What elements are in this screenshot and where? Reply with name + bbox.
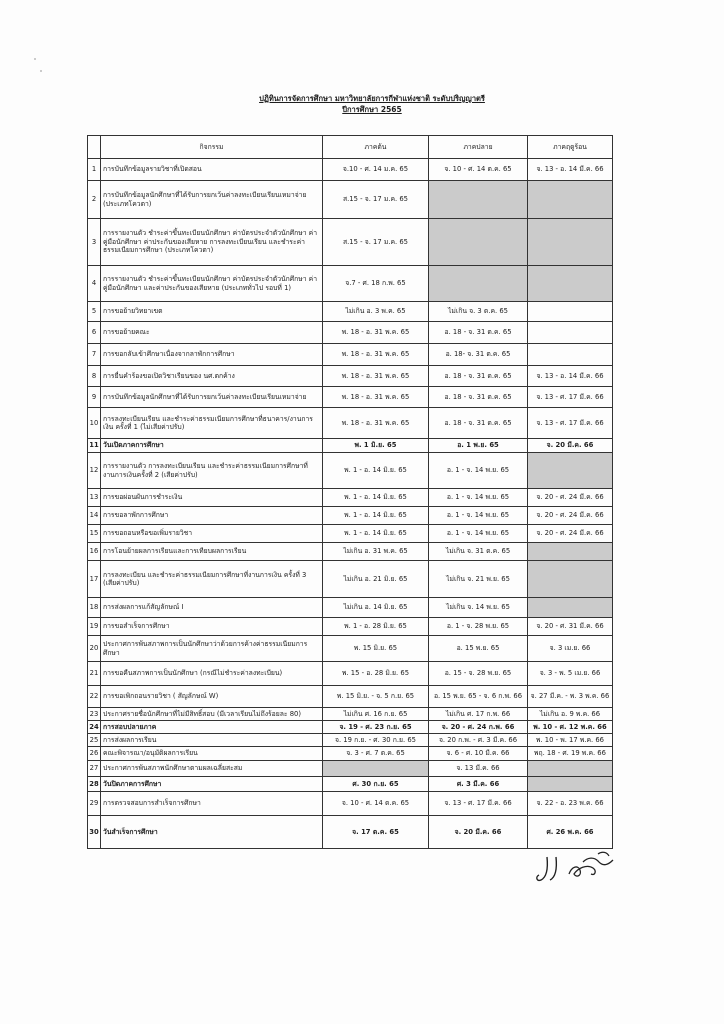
shaded-cell (528, 761, 613, 777)
shaded-cell (429, 266, 528, 302)
activity-cell: การขอผ่อนผันการชำระเงิน (101, 489, 323, 507)
term2-date-cell: จ. 13 มี.ค. 66 (429, 761, 528, 777)
table-row (88, 734, 613, 747)
scan-speck (34, 58, 36, 60)
term1-date-cell: จ. 19 - ศ. 23 ก.ย. 65 (323, 721, 429, 734)
document-title-block (200, 93, 544, 115)
row-number: 22 (88, 686, 101, 708)
term2-date-cell: ไม่เกิน จ. 14 พ.ย. 65 (429, 598, 528, 618)
term2-date-cell: อ. 15 พ.ย. 65 (429, 636, 528, 662)
term1-date-cell: พ. 15 มิ.ย. 65 (323, 636, 429, 662)
row-number: 20 (88, 636, 101, 662)
table-row (88, 708, 613, 721)
summer-date-cell: จ. 13 - ศ. 17 มี.ค. 66 (528, 408, 613, 439)
activity-cell: การขอลาพักการศึกษา (101, 507, 323, 525)
term1-date-cell: พ. 18 - อ. 31 พ.ค. 65 (323, 322, 429, 344)
summer-date-cell: จ. 20 - ศ. 31 มี.ค. 66 (528, 618, 613, 636)
activity-cell: การขอย้ายคณะ (101, 322, 323, 344)
term2-date-cell: ไม่เกิน จ. 21 พ.ย. 65 (429, 561, 528, 598)
activity-cell: วันเปิดภาคการศึกษา (101, 439, 323, 453)
term2-date-cell: อ. 18 - จ. 31 ต.ค. 65 (429, 322, 528, 344)
term2-date-cell: อ. 1 - จ. 14 พ.ย. 65 (429, 489, 528, 507)
term1-date-cell: ส.15 - จ. 17 ม.ค. 65 (323, 181, 429, 219)
shaded-cell (323, 761, 429, 777)
academic-calendar-table (87, 135, 613, 849)
shaded-cell (528, 561, 613, 598)
table-row (88, 507, 613, 525)
table-row (88, 181, 613, 219)
activity-cell: การบันทึกข้อมูลนักศึกษาที่ได้รับการยกเว้นค่าลงทะเบียนเรียนเหมาจ่าย (101, 387, 323, 408)
term2-date-cell: อ. 1 - จ. 28 พ.ย. 65 (429, 618, 528, 636)
term2-date-cell: ไม่เกิน จ. 31 ต.ค. 65 (429, 543, 528, 561)
term1-date-cell: พ. 15 - อ. 28 มิ.ย. 65 (323, 662, 429, 686)
term2-date-cell: อ. 1 - จ. 14 พ.ย. 65 (429, 507, 528, 525)
summer-date-cell: จ. 13 - อ. 14 มี.ค. 66 (528, 366, 613, 387)
term1-date-cell: ศ. 30 ก.ย. 65 (323, 777, 429, 792)
term2-date-cell: ศ. 3 มี.ค. 66 (429, 777, 528, 792)
activity-cell: การตรวจสอบการสำเร็จการศึกษา (101, 792, 323, 816)
term2-date-cell: อ. 1 พ.ย. 65 (429, 439, 528, 453)
term2-date-cell: อ. 15 พ.ย. 65 - จ. 6 ก.พ. 66 (429, 686, 528, 708)
summer-date-cell: จ. 20 มี.ค. 66 (528, 439, 613, 453)
table-row (88, 561, 613, 598)
term2-date-cell: ไม่เกิน ศ. 17 ก.พ. 66 (429, 708, 528, 721)
table-row (88, 408, 613, 439)
table-row (88, 322, 613, 344)
summer-date-cell (528, 344, 613, 366)
term1-date-cell: ไม่เกิน อ. 3 พ.ค. 65 (323, 302, 429, 322)
shaded-cell (528, 543, 613, 561)
row-number: 14 (88, 507, 101, 525)
row-number: 12 (88, 453, 101, 489)
row-number: 24 (88, 721, 101, 734)
term2-date-cell: อ. 1 - จ. 14 พ.ย. 65 (429, 525, 528, 543)
row-number: 5 (88, 302, 101, 322)
summer-date-cell: จ. 3 - พ. 5 เม.ย. 66 (528, 662, 613, 686)
term2-date-cell: อ. 1 - จ. 14 พ.ย. 65 (429, 453, 528, 489)
term2-date-cell: จ. 13 - ศ. 17 มี.ค. 66 (429, 792, 528, 816)
summer-date-cell: พฤ. 18 - ศ. 19 พ.ค. 66 (528, 747, 613, 761)
term1-date-cell: พ. 15 มิ.ย. - จ. 5 ก.ย. 65 (323, 686, 429, 708)
activity-cell: ประกาศการพ้นสภาพการเป็นนักศึกษาว่าด้วยการค้างค่าธรรมเนียมการศึกษา (101, 636, 323, 662)
term1-date-cell: ไม่เกิน อ. 21 มิ.ย. 65 (323, 561, 429, 598)
row-number: 25 (88, 734, 101, 747)
header-term1: ภาคต้น (323, 136, 429, 159)
term1-date-cell: จ. 17 ต.ค. 65 (323, 816, 429, 849)
row-number: 15 (88, 525, 101, 543)
row-number: 16 (88, 543, 101, 561)
term2-date-cell: ไม่เกิน จ. 3 ต.ค. 65 (429, 302, 528, 322)
activity-cell: การส่งผลการเรียน (101, 734, 323, 747)
activity-cell: ประกาศการพ้นสภาพนักศึกษาตามผลเฉลี่ยสะสม (101, 761, 323, 777)
table-row (88, 777, 613, 792)
activity-cell: การขอสำเร็จการศึกษา (101, 618, 323, 636)
shaded-cell (429, 181, 528, 219)
table-row (88, 792, 613, 816)
term2-date-cell: อ. 18- จ. 31 ต.ค. 65 (429, 344, 528, 366)
shaded-cell (528, 777, 613, 792)
row-number: 21 (88, 662, 101, 686)
table-row (88, 662, 613, 686)
activity-cell: การรายงานตัว ชำระค่าขึ้นทะเบียนนักศึกษา ค่าบัตรประจำตัวนักศึกษา ค่าคู่มือนักศึกษา ค่าประกันของเสียหาย การลงทะเบียนเรียน และชำระค่าธรรมเนียมการศึกษา (ประเภทโควตา) (101, 219, 323, 266)
summer-date-cell (528, 302, 613, 322)
table-row (88, 686, 613, 708)
table-row (88, 816, 613, 849)
shaded-cell (429, 219, 528, 266)
table-row (88, 344, 613, 366)
activity-cell: การขอคืนสภาพการเป็นนักศึกษา (กรณีไม่ชำระค่าลงทะเบียน) (101, 662, 323, 686)
activity-cell: การลงทะเบียนเรียน และชำระค่าธรรมเนียมการศึกษาที่ธนาคาร/งานการเงิน ครั้งที่ 1 (ไม่เสียค่าปรับ) (101, 408, 323, 439)
term1-date-cell: ไม่เกิน ศ. 16 ก.ย. 65 (323, 708, 429, 721)
document-title: ปฏิทินการจัดการศึกษา มหาวิทยาลัยการกีฬาแห่งชาติ ระดับปริญญาตรี (259, 94, 485, 103)
term1-date-cell: จ. 10 - ศ. 14 ต.ค. 65 (323, 792, 429, 816)
summer-date-cell: พ. 10 - พ. 17 พ.ค. 66 (528, 734, 613, 747)
term1-date-cell: พ. 18 - อ. 31 พ.ค. 65 (323, 387, 429, 408)
term1-date-cell: พ. 1 มิ.ย. 65 (323, 439, 429, 453)
row-number: 8 (88, 366, 101, 387)
table-row (88, 302, 613, 322)
activity-cell: คณะพิจารณา/อนุมัติผลการเรียน (101, 747, 323, 761)
term1-date-cell: พ. 1 - อ. 14 มิ.ย. 65 (323, 525, 429, 543)
term2-date-cell: อ. 18 - จ. 31 ต.ค. 65 (429, 366, 528, 387)
row-number: 6 (88, 322, 101, 344)
signature-drawing (535, 848, 625, 890)
handwritten-signature (535, 848, 625, 890)
table-header-row (88, 136, 613, 159)
term2-date-cell: อ. 15 - จ. 28 พ.ย. 65 (429, 662, 528, 686)
term2-date-cell: อ. 18 - จ. 31 ต.ค. 65 (429, 387, 528, 408)
summer-date-cell: พ. 10 - ศ. 12 พ.ค. 66 (528, 721, 613, 734)
header-term2: ภาคปลาย (429, 136, 528, 159)
summer-date-cell: จ. 3 เม.ย. 66 (528, 636, 613, 662)
row-number: 1 (88, 159, 101, 181)
summer-date-cell: จ. 13 - ศ. 17 มี.ค. 66 (528, 387, 613, 408)
term1-date-cell: พ. 18 - อ. 31 พ.ค. 65 (323, 366, 429, 387)
summer-date-cell: จ. 20 - ศ. 24 มี.ค. 66 (528, 525, 613, 543)
term1-date-cell: จ.7 - ศ. 18 ก.พ. 65 (323, 266, 429, 302)
table-row (88, 543, 613, 561)
term1-date-cell: จ. 3 - ศ. 7 ต.ค. 65 (323, 747, 429, 761)
table-row (88, 439, 613, 453)
row-number: 23 (88, 708, 101, 721)
activity-cell: วันสำเร็จการศึกษา (101, 816, 323, 849)
term2-date-cell: จ. 6 - ศ. 10 มี.ค. 66 (429, 747, 528, 761)
row-number: 28 (88, 777, 101, 792)
term1-date-cell: พ. 1 - อ. 28 มิ.ย. 65 (323, 618, 429, 636)
term2-date-cell: จ. 10 - ศ. 14 ต.ค. 65 (429, 159, 528, 181)
shaded-cell (528, 219, 613, 266)
activity-cell: วันปิดภาคการศึกษา (101, 777, 323, 792)
term2-date-cell: จ. 20 ก.พ. - ศ. 3 มี.ค. 66 (429, 734, 528, 747)
shaded-cell (528, 598, 613, 618)
activity-cell: การรายงานตัว ชำระค่าขึ้นทะเบียนนักศึกษา ค่าบัตรประจำตัวนักศึกษา ค่าคู่มือนักศึกษา และค่าประกันของเสียหาย (ประเภททั่วไป รอบที่ 1) (101, 266, 323, 302)
activity-cell: การขอเพิกถอนรายวิชา ( สัญลักษณ์ W) (101, 686, 323, 708)
table-row (88, 636, 613, 662)
table-row (88, 721, 613, 734)
table-row (88, 453, 613, 489)
term1-date-cell: จ. 19 ก.ย. - ศ. 30 ก.ย. 65 (323, 734, 429, 747)
activity-cell: การรายงานตัว การลงทะเบียนเรียน และชำระค่าธรรมเนียมการศึกษาที่งานการเงินครั้งที่ 2 (เสียค่าปรับ) (101, 453, 323, 489)
activity-cell: การขอกลับเข้าศึกษาเนื่องจากลาพักการศึกษา (101, 344, 323, 366)
table-row (88, 266, 613, 302)
term1-date-cell: ส.15 - จ. 17 ม.ค. 65 (323, 219, 429, 266)
term1-date-cell: ไม่เกิน อ. 14 มิ.ย. 65 (323, 598, 429, 618)
summer-date-cell: จ. 27 มี.ค. - พ. 3 พ.ค. 66 (528, 686, 613, 708)
header-summer: ภาคฤดูร้อน (528, 136, 613, 159)
row-number: 9 (88, 387, 101, 408)
row-number: 7 (88, 344, 101, 366)
term2-date-cell: จ. 20 - ศ. 24 ก.พ. 66 (429, 721, 528, 734)
row-number: 10 (88, 408, 101, 439)
term1-date-cell: พ. 18 - อ. 31 พ.ค. 65 (323, 408, 429, 439)
row-number: 29 (88, 792, 101, 816)
table-row (88, 598, 613, 618)
summer-date-cell: จ. 20 - ศ. 24 มี.ค. 66 (528, 489, 613, 507)
table-row (88, 219, 613, 266)
row-number: 30 (88, 816, 101, 849)
summer-date-cell: จ. 13 - อ. 14 มี.ค. 66 (528, 159, 613, 181)
term1-date-cell: จ.10 - ศ. 14 ม.ค. 65 (323, 159, 429, 181)
header-activity: กิจกรรม (101, 136, 323, 159)
summer-date-cell: จ. 22 - อ. 23 พ.ค. 66 (528, 792, 613, 816)
activity-cell: การลงทะเบียน และชำระค่าธรรมเนียมการศึกษาที่งานการเงิน ครั้งที่ 3 (เสียค่าปรับ) (101, 561, 323, 598)
row-number: 19 (88, 618, 101, 636)
term1-date-cell: พ. 18 - อ. 31 พ.ค. 65 (323, 344, 429, 366)
activity-cell: การส่งผลการแก้สัญลักษณ์ I (101, 598, 323, 618)
shaded-cell (528, 266, 613, 302)
activity-cell: การบันทึกข้อมูลนักศึกษาที่ได้รับการยกเว้นค่าลงทะเบียนเรียนเหมาจ่าย (ประเภทโควตา) (101, 181, 323, 219)
scan-speck (40, 70, 42, 72)
row-number: 27 (88, 761, 101, 777)
table-row (88, 489, 613, 507)
table-row (88, 761, 613, 777)
row-number: 26 (88, 747, 101, 761)
summer-date-cell: จ. 20 - ศ. 24 มี.ค. 66 (528, 507, 613, 525)
table-row (88, 366, 613, 387)
term1-date-cell: ไม่เกิน อ. 31 พ.ค. 65 (323, 543, 429, 561)
term2-date-cell: อ. 18 - จ. 31 ต.ค. 65 (429, 408, 528, 439)
summer-date-cell: ศ. 26 พ.ค. 66 (528, 816, 613, 849)
row-number: 13 (88, 489, 101, 507)
row-number: 4 (88, 266, 101, 302)
shaded-cell (528, 453, 613, 489)
activity-cell: ประกาศรายชื่อนักศึกษาที่ไม่มีสิทธิ์สอบ (มีเวลาเรียนไม่ถึงร้อยละ 80) (101, 708, 323, 721)
term1-date-cell: พ. 1 - อ. 14 มิ.ย. 65 (323, 453, 429, 489)
summer-date-cell (528, 322, 613, 344)
shaded-cell (528, 181, 613, 219)
row-number: 2 (88, 181, 101, 219)
row-number: 11 (88, 439, 101, 453)
table-row (88, 525, 613, 543)
activity-cell: การยื่นคำร้องขอเปิดวิชาเรียนของ นศ.ตกค้าง (101, 366, 323, 387)
activity-cell: การขอถอนหรือขอเพิ่มรายวิชา (101, 525, 323, 543)
row-number: 3 (88, 219, 101, 266)
table-row (88, 618, 613, 636)
term1-date-cell: พ. 1 - อ. 14 มิ.ย. 65 (323, 489, 429, 507)
activity-cell: การขอย้ายวิทยาเขต (101, 302, 323, 322)
summer-date-cell: ไม่เกิน อ. 9 พ.ค. 66 (528, 708, 613, 721)
header-no (88, 136, 101, 159)
row-number: 17 (88, 561, 101, 598)
table-row (88, 747, 613, 761)
calendar-body (88, 159, 613, 849)
row-number: 18 (88, 598, 101, 618)
table-row (88, 159, 613, 181)
activity-cell: การโอนย้ายผลการเรียนและการเทียบผลการเรียน (101, 543, 323, 561)
table-row (88, 387, 613, 408)
document-subtitle: ปีการศึกษา 2565 (342, 105, 402, 114)
activity-cell: การบันทึกข้อมูลรายวิชาที่เปิดสอน (101, 159, 323, 181)
term1-date-cell: พ. 1 - อ. 14 มิ.ย. 65 (323, 507, 429, 525)
activity-cell: การสอบปลายภาค (101, 721, 323, 734)
term2-date-cell: จ. 20 มี.ค. 66 (429, 816, 528, 849)
